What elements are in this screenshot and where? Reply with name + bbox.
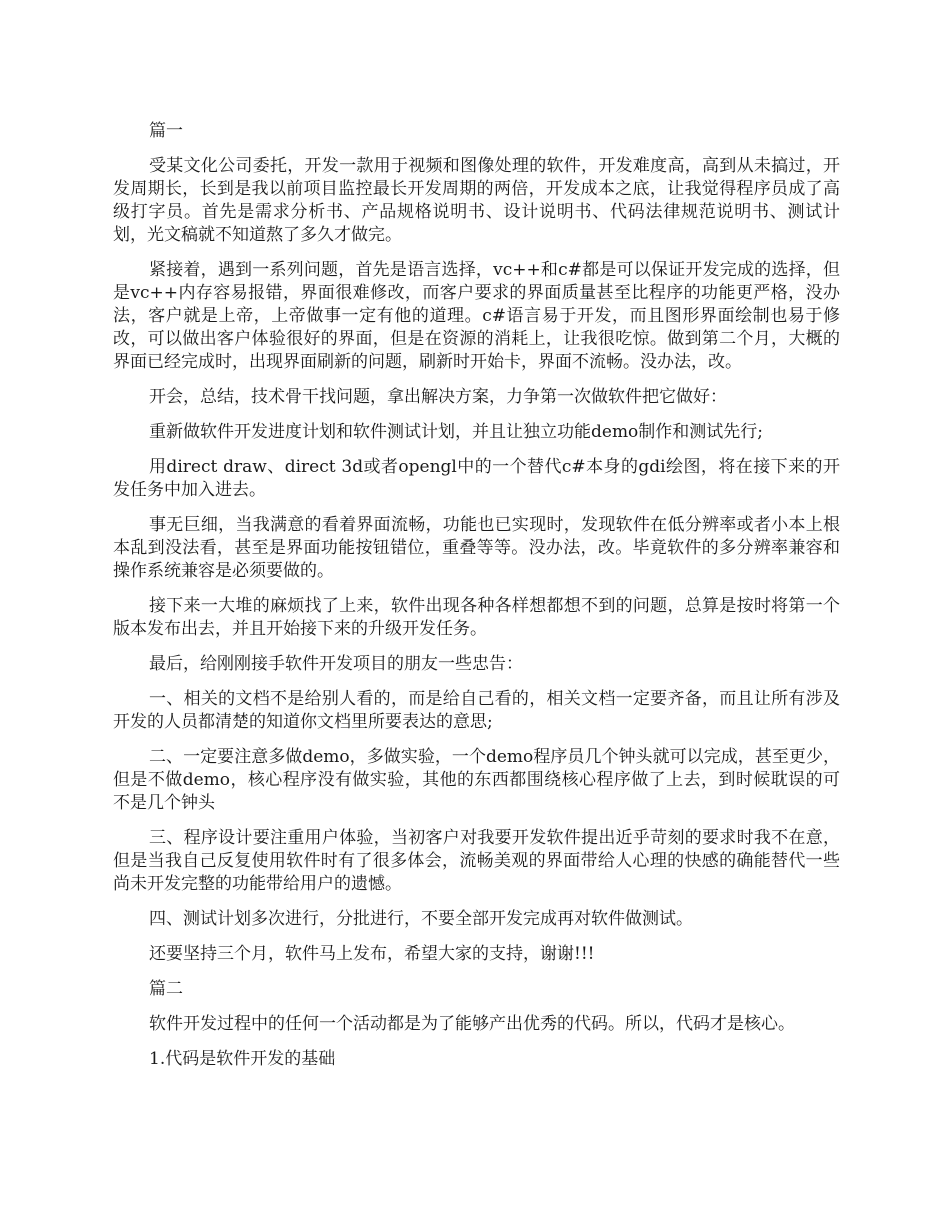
section-heading-1: 篇一 [149,121,183,141]
paragraph: 用direct draw、direct 3d或者opengl中的一个替代c#本身的gdi绘图，将在接下来的开发任务中加入进去。 [113,457,840,500]
paragraph: 受某文化公司委托，开发一款用于视频和图像处理的软件，开发难度高，高到从未搞过，开发周期长，长到是我以前项目监控最长开发周期的两倍，开发成本之底，让我觉得程序员成了高级打字员。首先是需求分析书、产品规格说明书、设计说明书、代码法律规范说明书、测试计划，光文稿就不知道熬了多久才做完。 [113,156,840,245]
section-heading-2: 篇二 [149,979,183,999]
document-page [113,120,840,1083]
paragraph: 事无巨细，当我满意的看着界面流畅，功能也已实现时，发现软件在低分辨率或者小本上根本乱到没法看，甚至是界面功能按钮错位，重叠等等。没办法，改。毕竟软件的多分辨率兼容和操作系统兼容是必须要做的。 [113,515,840,581]
paragraph: 接下来一大堆的麻烦找了上来，软件出现各种各样想都想不到的问题，总算是按时将第一个版本发布出去，并且开始接下来的升级开发任务。 [113,596,840,639]
list-heading: 1.代码是软件开发的基础 [149,1049,336,1069]
paragraph: 重新做软件开发进度计划和软件测试计划，并且让独立功能demo制作和测试先行; [149,422,764,442]
paragraph: 最后，给刚刚接手软件开发项目的朋友一些忠告： [149,654,523,674]
paragraph: 开会，总结，技术骨干找问题，拿出解决方案，力争第一次做软件把它做好： [149,387,727,407]
paragraph: 紧接着，遇到一系列问题，首先是语言选择，vc++和c#都是可以保证开发完成的选择，但是vc++内存容易报错，界面很难修改，而客户要求的界面质量甚至比程序的功能更严格，没办法，客户就是上帝，上帝做事一定有他的道理。c#语言易于开发，而且图形界面绘制也易于修改，可以做出客户体验很好的界面，但是在资源的消耗上，让我很吃惊。做到第二个月，大概的界面已经完成时，出现界面刷新的问题，刷新时开始卡，界面不流畅。没办法，改。 [113,260,840,372]
paragraph: 还要坚持三个月，软件马上发布，希望大家的支持，谢谢!!! [149,944,595,964]
paragraph: 软件开发过程中的任何一个活动都是为了能够产出优秀的代码。所以，代码才是核心。 [149,1014,795,1034]
advice-item: 一、相关的文档不是给别人看的，而是给自己看的，相关文档一定要齐备，而且让所有涉及开发的人员都清楚的知道你文档里所要表达的意思; [113,689,840,732]
advice-item: 三、程序设计要注重用户体验，当初客户对我要开发软件提出近乎苛刻的要求时我不在意，但是当我自己反复使用软件时有了很多体会，流畅美观的界面带给人心理的快感的确能替代一些尚未开发完整的功能带给用户的遗憾。 [113,828,840,894]
advice-item: 二、一定要注意多做demo，多做实验，一个demo程序员几个钟头就可以完成，甚至更少，但是不做demo，核心程序没有做实验，其他的东西都围绕核心程序做了上去，到时候耽误的可不是几个钟头 [113,747,840,813]
advice-item: 四、测试计划多次进行，分批进行，不要全部开发完成再对软件做测试。 [149,909,693,929]
